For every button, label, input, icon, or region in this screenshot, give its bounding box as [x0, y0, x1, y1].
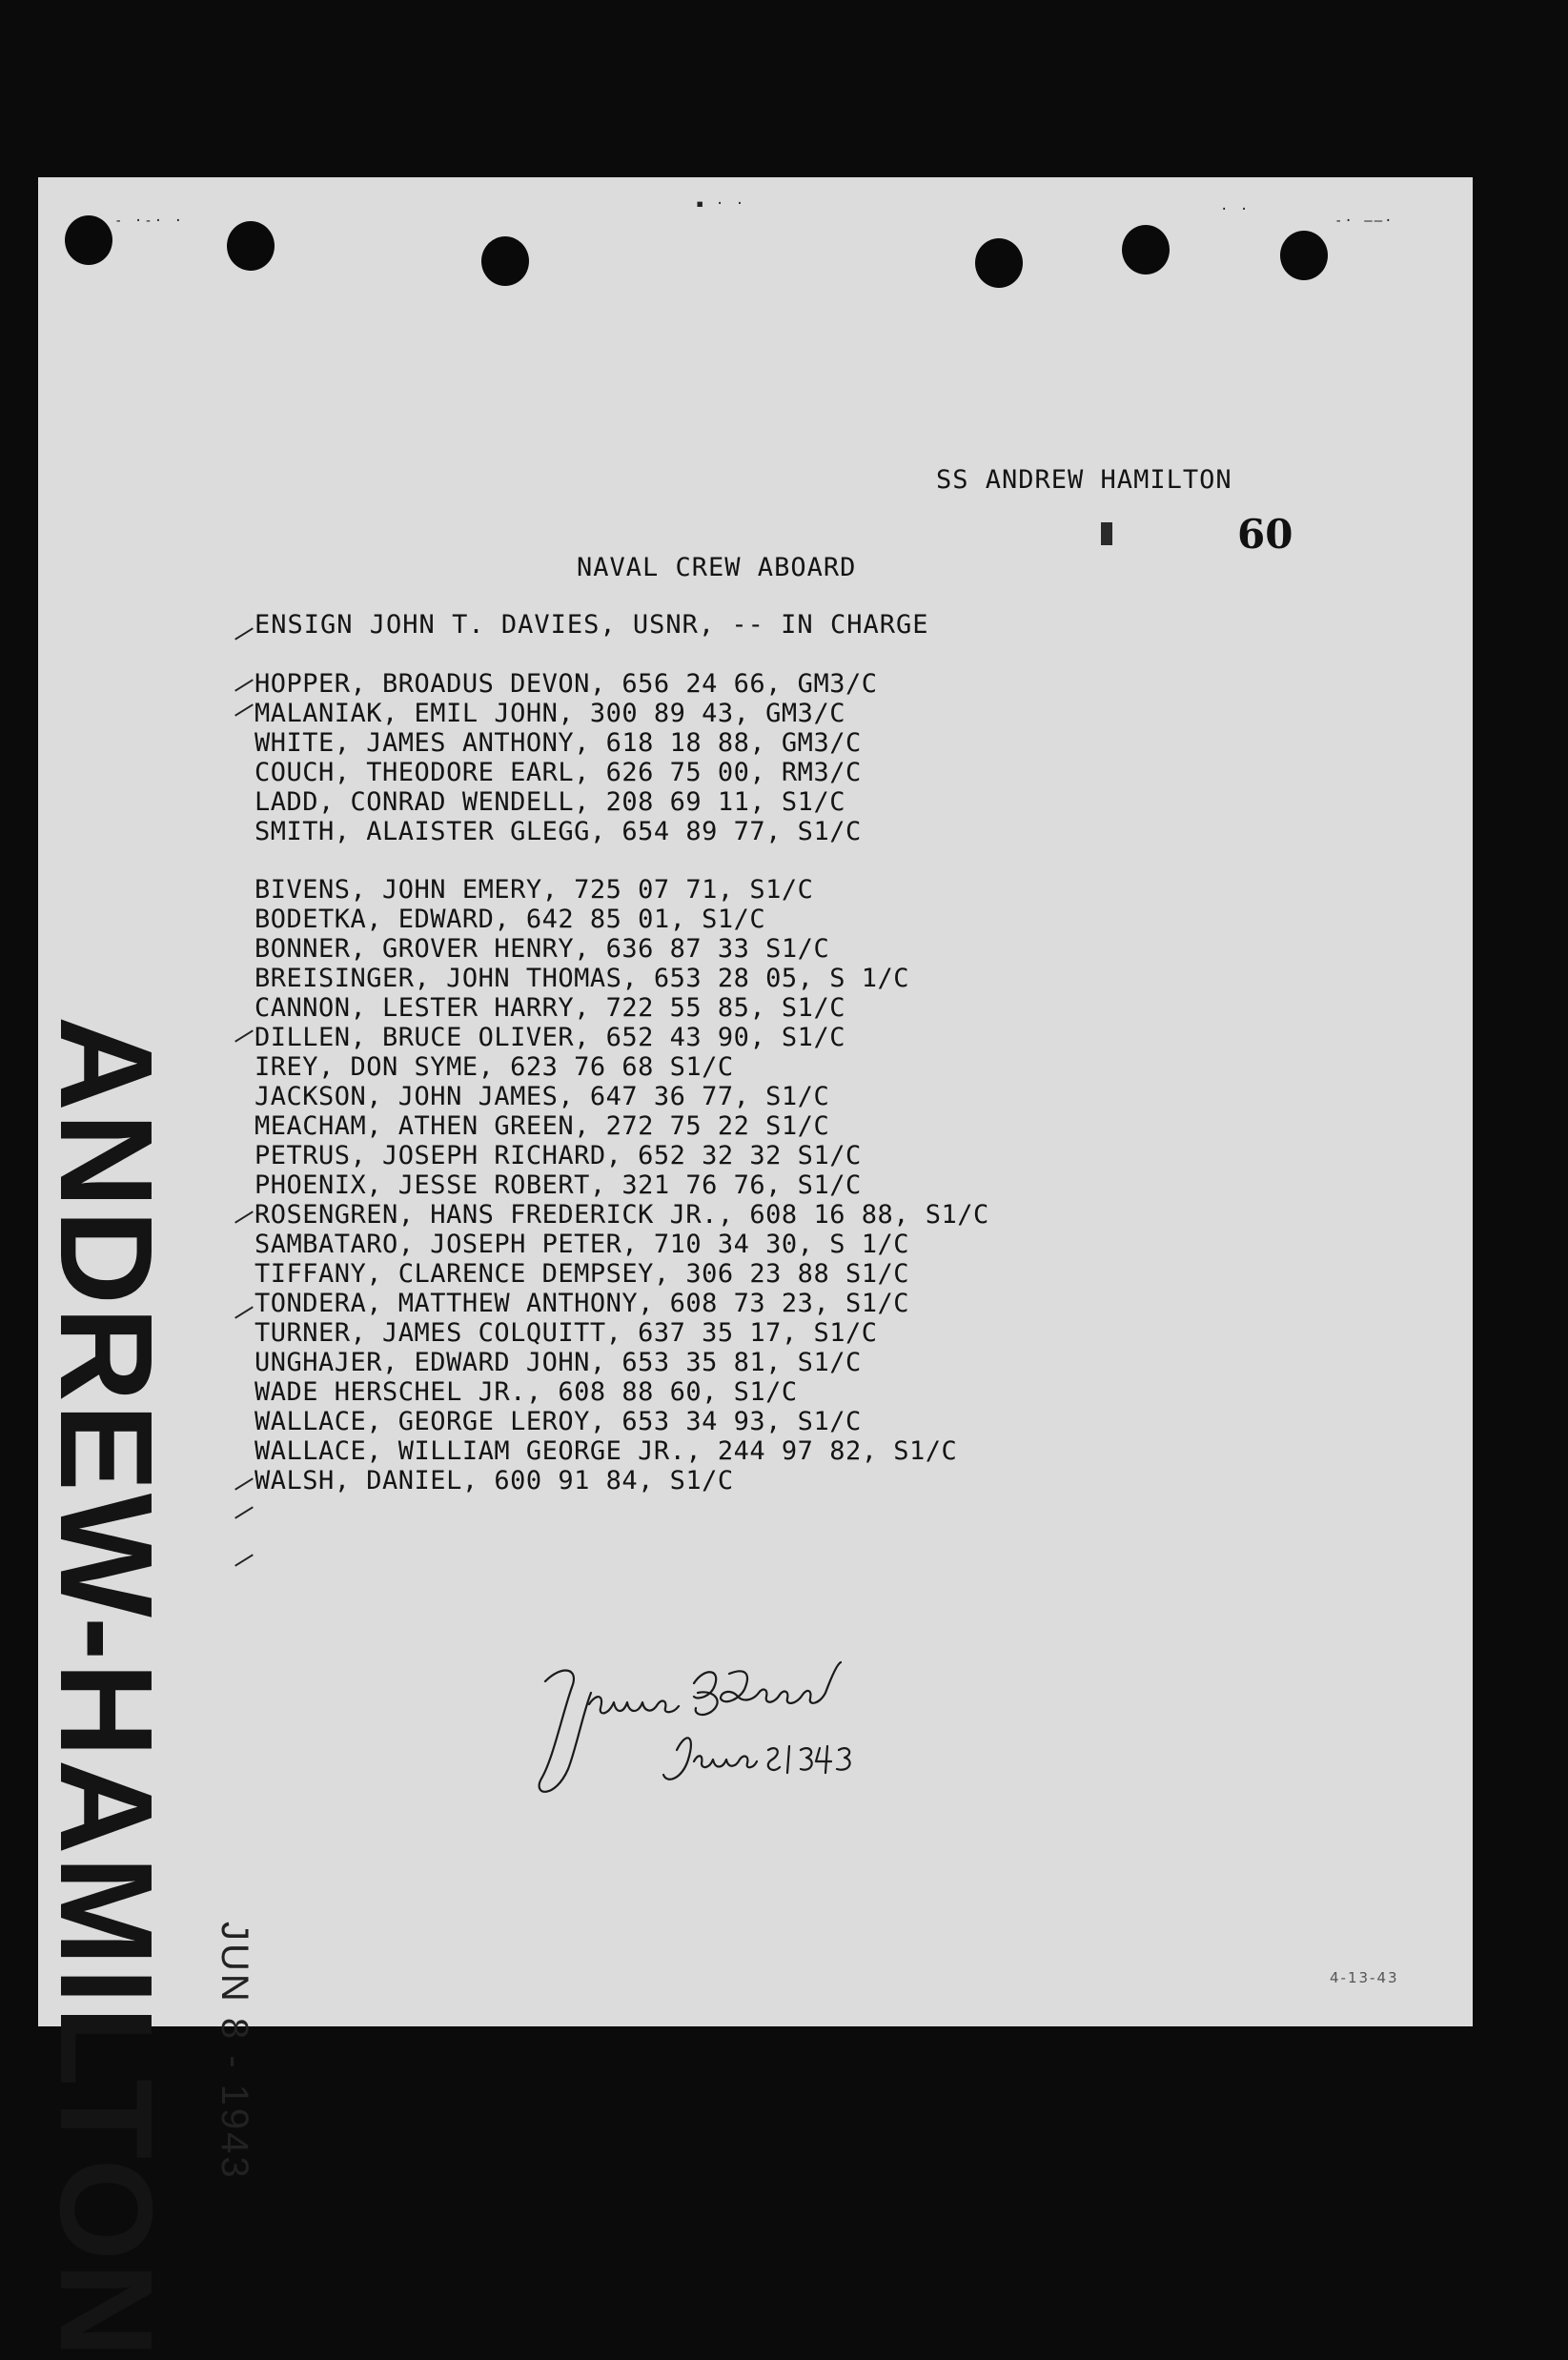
check-tick [234, 1554, 254, 1566]
ship-name-stamp: ANDREW-HAMILTON [32, 1016, 179, 2360]
page-mark [1101, 522, 1112, 545]
crew-entry: TURNER, JAMES COLQUITT, 637 35 17, S1/C [255, 1318, 878, 1348]
check-tick [234, 703, 254, 716]
crew-entry: BREISINGER, JOHN THOMAS, 653 28 05, S 1/C [255, 964, 909, 993]
check-tick [234, 1211, 254, 1223]
date-stamp: JUN 8 - 1943 [214, 1922, 255, 2181]
crew-entry: CANNON, LESTER HARRY, 722 55 85, S1/C [255, 993, 845, 1023]
crew-entry: HOPPER, BROADUS DEVON, 656 24 66, GM3/C [255, 669, 878, 699]
crew-entry: BONNER, GROVER HENRY, 636 87 33 S1/C [255, 934, 830, 964]
crew-entry: BIVENS, JOHN EMERY, 725 07 71, S1/C [255, 875, 814, 905]
crew-entry: MEACHAM, ATHEN GREEN, 272 75 22 S1/C [255, 1111, 830, 1141]
crew-entry: TIFFANY, CLARENCE DEMPSEY, 306 23 88 S1/C [255, 1259, 909, 1289]
officer-in-charge: ENSIGN JOHN T. DAVIES, USNR, -- IN CHARGE [255, 610, 929, 640]
crew-entry: WADE HERSCHEL JR., 608 88 60, S1/C [255, 1377, 798, 1407]
crew-entry: COUCH, THEODORE EARL, 626 75 00, RM3/C [255, 758, 862, 787]
crew-entry: MALANIAK, EMIL JOHN, 300 89 43, GM3/C [255, 699, 845, 728]
paper-specks: -· ——· [1334, 214, 1395, 229]
paper-specks: - ·-· · [114, 214, 185, 229]
crew-entry: SAMBATARO, JOSEPH PETER, 710 34 30, S 1/C [255, 1230, 909, 1259]
paper-specks: · · [1220, 202, 1251, 217]
check-tick [234, 1306, 254, 1318]
handwritten-signature [534, 1655, 934, 1807]
crew-entry: PETRUS, JOSEPH RICHARD, 652 32 32 S1/C [255, 1141, 862, 1170]
check-tick [234, 627, 254, 640]
punch-hole [481, 236, 529, 286]
ship-name: SS ANDREW HAMILTON [936, 465, 1232, 495]
crew-entry: DILLEN, BRUCE OLIVER, 652 43 90, S1/C [255, 1023, 845, 1052]
punch-hole [1122, 225, 1170, 275]
punch-hole [65, 215, 112, 265]
punch-hole [1280, 231, 1328, 280]
crew-entry: UNGHAJER, EDWARD JOHN, 653 35 81, S1/C [255, 1348, 862, 1377]
check-tick [234, 1477, 254, 1490]
page-number: 60 [1237, 511, 1293, 558]
check-tick [234, 1506, 254, 1518]
crew-entry: WHITE, JAMES ANTHONY, 618 18 88, GM3/C [255, 728, 862, 758]
crew-entry: JACKSON, JOHN JAMES, 647 36 77, S1/C [255, 1082, 830, 1111]
document-title: NAVAL CREW ABOARD [577, 553, 857, 582]
check-tick [234, 1029, 254, 1042]
crew-entry: PHOENIX, JESSE ROBERT, 321 76 76, S1/C [255, 1170, 862, 1200]
pencil-note: 4-13-43 [1330, 1969, 1399, 1986]
crew-list-ratings [255, 669, 877, 846]
crew-entry: IREY, DON SYME, 623 76 68 S1/C [255, 1052, 734, 1082]
crew-entry: SMITH, ALAISTER GLEGG, 654 89 77, S1/C [255, 817, 862, 846]
check-tick [234, 679, 254, 691]
crew-entry: WALLACE, WILLIAM GEORGE JR., 244 97 82, S1/C [255, 1436, 958, 1466]
crew-entry: BODETKA, EDWARD, 642 85 01, S1/C [255, 905, 766, 934]
crew-entry: TONDERA, MATTHEW ANTHONY, 608 73 23, S1/C [255, 1289, 909, 1318]
paper-specks: ▪ · · [696, 196, 746, 212]
punch-hole [227, 221, 275, 271]
crew-list-seamen [255, 875, 989, 1495]
crew-entry: LADD, CONRAD WENDELL, 208 69 11, S1/C [255, 787, 845, 817]
crew-entry: WALSH, DANIEL, 600 91 84, S1/C [255, 1466, 734, 1495]
crew-entry: ROSENGREN, HANS FREDERICK JR., 608 16 88, S1/C [255, 1200, 989, 1230]
document-page [32, 177, 1473, 2360]
crew-entry: WALLACE, GEORGE LEROY, 653 34 93, S1/C [255, 1407, 862, 1436]
punch-hole [975, 238, 1023, 288]
